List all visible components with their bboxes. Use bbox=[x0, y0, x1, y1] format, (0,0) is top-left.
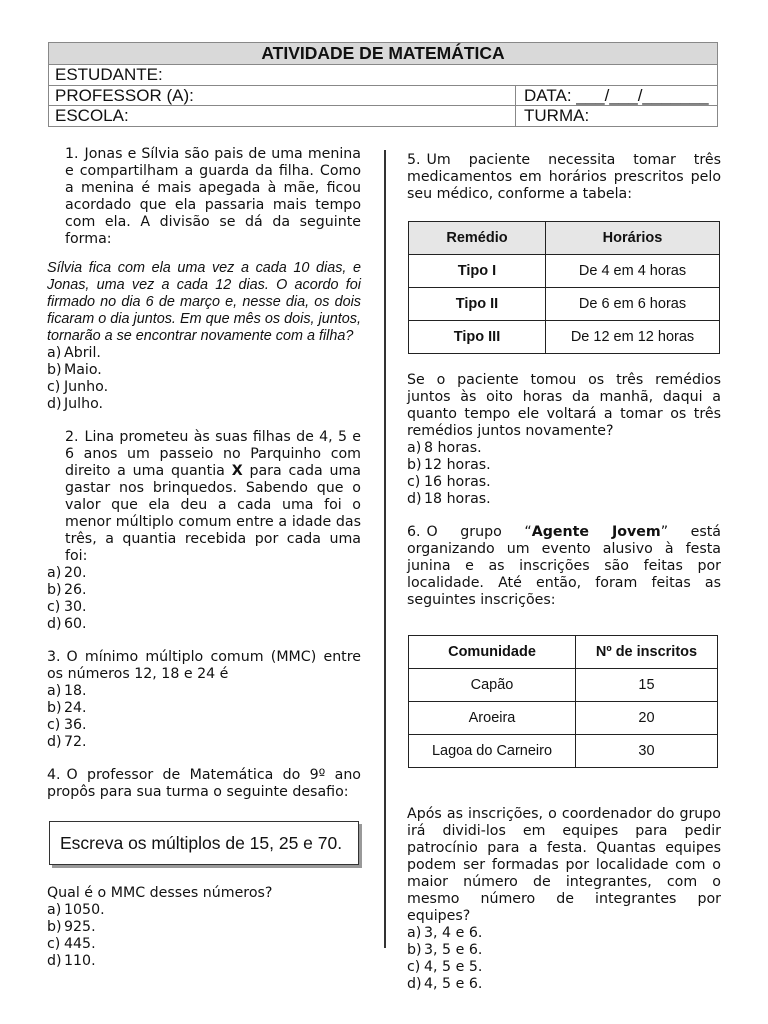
table-header: Nº de inscritos bbox=[576, 636, 718, 669]
question-1-options bbox=[47, 345, 361, 413]
option-letter: b) bbox=[47, 362, 62, 378]
option-item bbox=[47, 700, 361, 717]
option-letter: a) bbox=[47, 683, 62, 699]
option-text: 4, 5 e 6. bbox=[424, 976, 483, 992]
challenge-box: Escreva os múltiplos de 15, 25 e 70. bbox=[49, 821, 359, 865]
question-3-number: 3. bbox=[47, 649, 61, 665]
option-text: 26. bbox=[64, 582, 87, 598]
option-letter: b) bbox=[47, 582, 62, 598]
table-cell: De 4 em 4 horas bbox=[546, 255, 720, 288]
option-letter: c) bbox=[47, 717, 61, 733]
column-divider bbox=[384, 150, 386, 948]
left-column bbox=[47, 146, 361, 970]
table-cell: Tipo II bbox=[409, 288, 546, 321]
option-text: 36. bbox=[64, 717, 87, 733]
table-header: Horários bbox=[546, 222, 720, 255]
option-item bbox=[47, 582, 361, 599]
option-text: 24. bbox=[64, 700, 87, 716]
question-4-text bbox=[47, 767, 361, 801]
table-row bbox=[409, 669, 718, 702]
question-6-question: Após as inscrições, o coordenador do grupo irá dividi-los em equipes para pedir patrocínio para a festa. Quantas equipes podem ser formadas por localidade com o maior número de integrantes, com o mesmo número de integrantes por equipes? bbox=[407, 806, 721, 924]
option-text: 72. bbox=[64, 734, 87, 750]
table-header: Remédio bbox=[409, 222, 546, 255]
question-1-number: 1. bbox=[65, 146, 79, 162]
option-letter: c) bbox=[47, 936, 61, 952]
option-letter: b) bbox=[407, 942, 422, 958]
option-text: 3, 4 e 6. bbox=[424, 925, 483, 941]
option-item bbox=[47, 902, 361, 919]
question-6-text bbox=[407, 524, 721, 609]
option-text: 445. bbox=[64, 936, 96, 952]
option-letter: d) bbox=[47, 734, 62, 750]
table-header: Comunidade bbox=[409, 636, 576, 669]
class-field: TURMA: bbox=[524, 106, 590, 126]
option-text: Julho. bbox=[64, 396, 104, 412]
question-4-options bbox=[47, 902, 361, 970]
option-item bbox=[407, 976, 721, 993]
question-2-body-start: Lina prometeu às suas filhas de 4, 5 e 6 anos um passeio no Parquinho com direito a uma quantia bbox=[65, 429, 361, 479]
question-3-options bbox=[47, 683, 361, 751]
option-item bbox=[47, 936, 361, 953]
option-item bbox=[47, 683, 361, 700]
option-item bbox=[407, 942, 721, 959]
question-6-body-end: ” está organizando um evento alusivo à festa junina e as inscrições são feitas por localidade. Até então, foram feitas as seguintes inscrições: bbox=[407, 524, 721, 608]
table-cell: Aroeira bbox=[409, 702, 576, 735]
option-letter: d) bbox=[407, 491, 422, 507]
option-letter: a) bbox=[407, 925, 422, 941]
table-header-row bbox=[409, 636, 718, 669]
question-3-text bbox=[47, 649, 361, 683]
question-5-text bbox=[407, 152, 721, 203]
option-letter: b) bbox=[407, 457, 422, 473]
option-text: 16 horas. bbox=[424, 474, 491, 490]
student-field: ESTUDANTE: bbox=[55, 65, 163, 85]
option-text: Maio. bbox=[64, 362, 102, 378]
question-2-text bbox=[47, 429, 361, 565]
option-item bbox=[407, 457, 721, 474]
option-text: Junho. bbox=[64, 379, 109, 395]
option-item bbox=[47, 345, 361, 362]
option-text: 1050. bbox=[64, 902, 105, 918]
right-column bbox=[407, 152, 721, 993]
option-letter: b) bbox=[47, 700, 62, 716]
header-table bbox=[48, 42, 718, 127]
table-row bbox=[409, 702, 718, 735]
question-2-options bbox=[47, 565, 361, 633]
option-text: Abril. bbox=[64, 345, 101, 361]
date-field: DATA: ___/___/_______ bbox=[524, 85, 709, 105]
option-letter: a) bbox=[47, 345, 62, 361]
question-6-options bbox=[407, 925, 721, 993]
question-3-body: O mínimo múltiplo comum (MMC) entre os números 12, 18 e 24 é bbox=[47, 649, 361, 682]
table-cell: Tipo III bbox=[409, 321, 546, 354]
table-row bbox=[409, 255, 720, 288]
option-text: 18 horas. bbox=[424, 491, 491, 507]
option-item bbox=[47, 396, 361, 413]
option-letter: c) bbox=[47, 379, 61, 395]
question-2-bold: X bbox=[231, 463, 243, 479]
option-letter: c) bbox=[407, 959, 421, 975]
question-2-body-end: para cada uma gastar nos brinquedos. Sabendo que o valor que ela deu a cada uma foi o menor múltiplo comum entre a idade das três, a quantia recebida por cada uma foi: bbox=[65, 463, 362, 564]
option-letter: b) bbox=[47, 919, 62, 935]
question-4-number: 4. bbox=[47, 767, 61, 783]
option-letter: c) bbox=[47, 599, 61, 615]
option-text: 925. bbox=[64, 919, 96, 935]
option-item bbox=[47, 953, 361, 970]
table-cell: Lagoa do Carneiro bbox=[409, 735, 576, 768]
option-item bbox=[47, 616, 361, 633]
registration-table bbox=[408, 635, 718, 768]
option-letter: a) bbox=[47, 565, 62, 581]
option-text: 8 horas. bbox=[424, 440, 482, 456]
table-cell: Tipo I bbox=[409, 255, 546, 288]
question-5-options bbox=[407, 440, 721, 508]
table-row bbox=[409, 288, 720, 321]
question-5-body: Um paciente necessita tomar três medicamentos em horários prescritos pelo seu médico, conforme a tabela: bbox=[407, 152, 721, 202]
question-6-bold: Agente Jovem bbox=[531, 524, 661, 540]
option-item bbox=[407, 925, 721, 942]
option-item bbox=[47, 919, 361, 936]
option-item bbox=[47, 379, 361, 396]
table-cell: De 12 em 12 horas bbox=[546, 321, 720, 354]
option-item bbox=[407, 959, 721, 976]
table-cell: Capão bbox=[409, 669, 576, 702]
question-2-number: 2. bbox=[65, 429, 79, 445]
page-title: ATIVIDADE DE MATEMÁTICA bbox=[49, 43, 717, 64]
option-item bbox=[47, 565, 361, 582]
question-5-number: 5. bbox=[407, 152, 421, 168]
option-text: 3, 5 e 6. bbox=[424, 942, 483, 958]
question-4-question: Qual é o MMC desses números? bbox=[47, 885, 273, 901]
table-cell: 20 bbox=[576, 702, 718, 735]
option-letter: d) bbox=[47, 953, 62, 969]
option-letter: d) bbox=[407, 976, 422, 992]
option-text: 12 horas. bbox=[424, 457, 491, 473]
table-row bbox=[409, 321, 720, 354]
option-letter: c) bbox=[407, 474, 421, 490]
teacher-field: PROFESSOR (A): bbox=[49, 86, 516, 106]
medicine-table bbox=[408, 221, 720, 354]
option-letter: a) bbox=[407, 440, 422, 456]
option-text: 20. bbox=[64, 565, 87, 581]
option-item bbox=[407, 474, 721, 491]
option-letter: d) bbox=[47, 396, 62, 412]
question-6-number: 6. bbox=[407, 524, 421, 540]
option-item bbox=[407, 491, 721, 508]
question-1-body: Jonas e Sílvia são pais de uma menina e compartilham a guarda da filha. Como a menina é mais apegada à mãe, ficou acordado que ela passaria mais tempo com ela. A divisão se dá da seguinte forma: bbox=[65, 146, 361, 247]
option-text: 18. bbox=[64, 683, 87, 699]
option-text: 30. bbox=[64, 599, 87, 615]
option-item bbox=[47, 362, 361, 379]
question-1-text bbox=[47, 146, 361, 248]
question-6-body-start: O grupo “ bbox=[426, 524, 532, 540]
option-letter: d) bbox=[47, 616, 62, 632]
table-cell: 15 bbox=[576, 669, 718, 702]
option-item bbox=[407, 440, 721, 457]
school-field: ESCOLA: bbox=[49, 106, 516, 126]
option-text: 110. bbox=[64, 953, 96, 969]
table-cell: 30 bbox=[576, 735, 718, 768]
option-text: 4, 5 e 5. bbox=[424, 959, 483, 975]
question-5-question: Se o paciente tomou os três remédios juntos às oito horas da manhã, daqui a quanto tempo ele voltará a tomar os três remédios juntos novamente? bbox=[407, 372, 721, 439]
table-header-row bbox=[409, 222, 720, 255]
option-letter: a) bbox=[47, 902, 62, 918]
option-item bbox=[47, 717, 361, 734]
table-row bbox=[409, 735, 718, 768]
question-1-quote: Sílvia fica com ela uma vez a cada 10 dias, e Jonas, uma vez a cada 12 dias. O acordo foi firmado no dia 6 de março e, nesse dia, os dois ficaram o dia juntos. Em que mês os dois, juntos, tornarão a se encontrar novamente com a filha? bbox=[47, 260, 361, 344]
question-4-body: O professor de Matemática do 9º ano propôs para sua turma o seguinte desafio: bbox=[47, 767, 361, 800]
option-text: 60. bbox=[64, 616, 87, 632]
option-item bbox=[47, 599, 361, 616]
table-cell: De 6 em 6 horas bbox=[546, 288, 720, 321]
option-item bbox=[47, 734, 361, 751]
